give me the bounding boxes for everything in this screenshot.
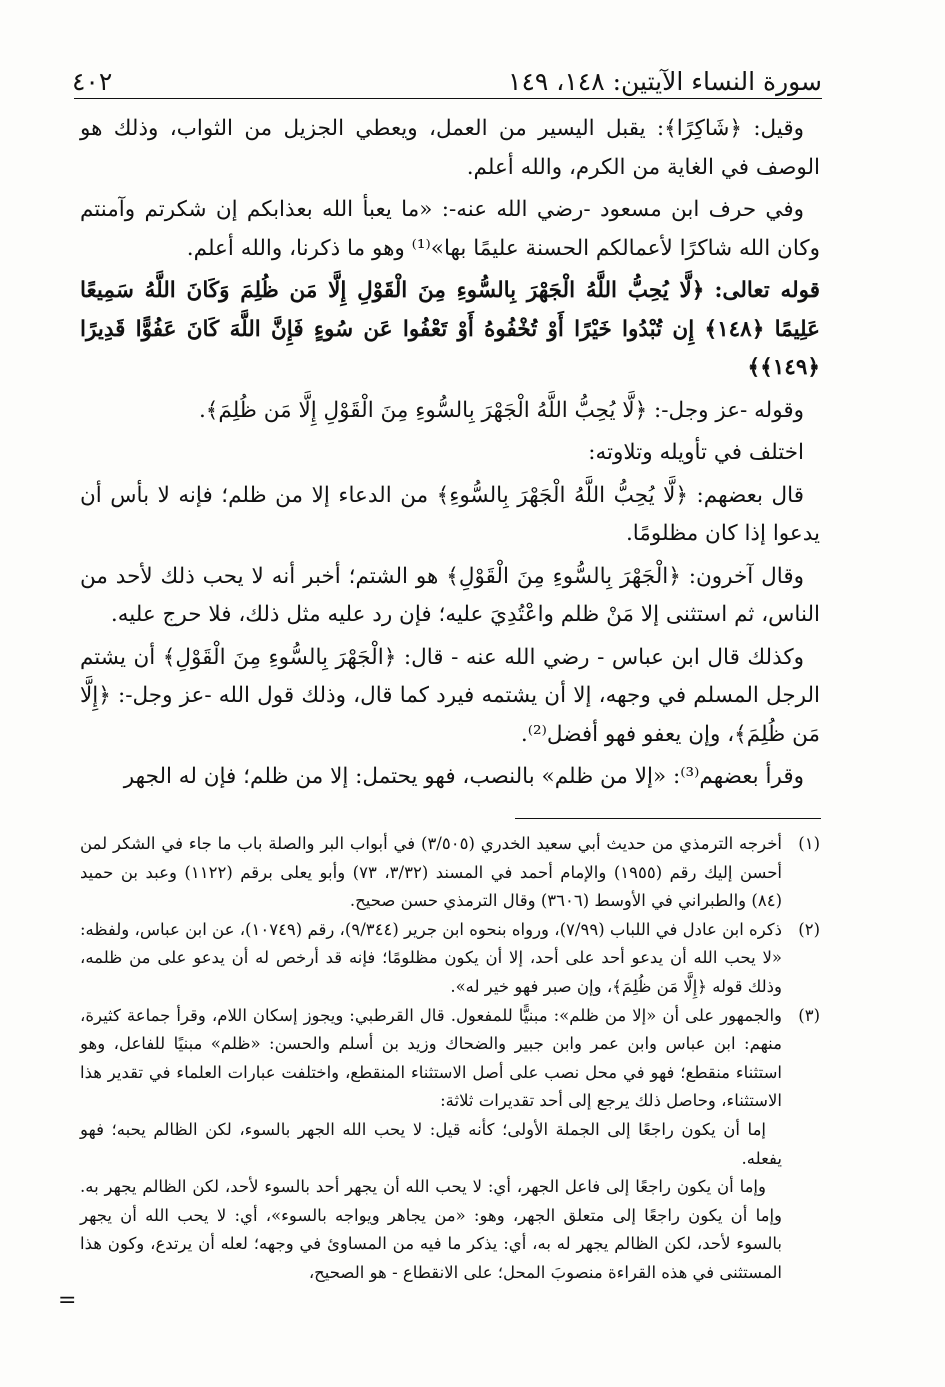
paragraph: اختلف في تأويله وتلاوته: [588,440,804,465]
footnote-number: (٣) [798,1005,820,1025]
verse-lead: قوله تعالى: [714,278,820,303]
footnote-number: (١) [798,834,820,853]
running-title: سورة النساء الآيتين: ١٤٨، ١٤٩ [508,67,822,96]
footnote-text: والجمهور على أن «إلا من ظلم»: مبنيًّا للمفعول. قال القرطبي: ويجوز إسكان اللام، وقرأ جماعة كثيرة، منهم: ابن عباس وابن عمر وابن جبير والضحاك وزيد بن أسلم والحسن: «ظلم» مبنيًا للفاعل، وهو استثناء منقطع؛ فهو في محل نصب على أصل الاستثناء المنقطع، واختلفت عبارات العلماء في تقدير هذا الاستثناء، وحاصل ذلك يرجع إلى أحد تقديرات ثلاثة: [80,1005,782,1111]
footnote-text: إما أن يكون راجعًا إلى الجملة الأولى؛ كأنه قيل: لا يحب الله الجهر بالسوء، لكن الظالم يحبه؛ فهو يفعله. [80,1119,782,1168]
footnote-text: وإما أن يكون راجعًا إلى فاعل الجهر، أي: لا يحب الله أن يجهر أحد بالسوء لأحد، لكن الظالم يجهر به. وإما أن يكون راجعًا إلى متعلق الجهر، وهو: «من يجاهر ويواجه بالسوء»، أي: لا يحب الله أن يجهر بالسوء لأحد، لكن الظالم يجهر له به، أي: يذكر ما فيه من المساوئ في وجهه؛ لعله أن يرتدع، وكون هذا المستثنى في هذه القراءة منصوبَ المحل؛ على الانقطاع - هو الصحيح، [80,1177,782,1282]
paragraph: وقال آخرون: ﴿الْجَهْرَ بِالسُّوءِ مِنَ الْقَوْلِ﴾ هو الشتم؛ أخبر أنه لا يحب ذلك لأحد من الناس، ثم استثنى إلا مَنْ ظلم واعْتُدِيَ عليه؛ فإن رد عليه مثل ذلك، فلا حرج عليه. [80,563,820,627]
running-header [72,56,822,96]
paragraph: وقرأ بعضهم⁽³⁾: «إلا من ظلم» بالنصب، فهو يحتمل: إلا من ظلم؛ فإن له الجهر [123,764,804,789]
quran-verse: ﴿لَّا يُحِبُّ اللَّهُ الْجَهْرَ بِالسُّوءِ مِنَ الْقَوْلِ إِلَّا مَن ظُلِمَ وَكَانَ اللَّهُ سَمِيعًا عَلِيمًا ﴿١٤٨﴾ إِن تُبْدُوا خَيْرًا أَوْ تُخْفُوهُ أَوْ تَعْفُوا عَن سُوءٍ فَإِنَّ اللَّهَ كَانَ عَفُوًّا قَدِيرًا ﴿١٤٩﴾﴾ [80,278,821,380]
footnote-text: أخرجه الترمذي من حديث أبي سعيد الخدري (٣/٥٠٥) في أبواب البر والصلة باب ما جاء في الشكر لمن أحسن إليك رقم (١٩٥٥) والإمام أحمد في المسند (٣/٣٢، ٧٣) وأبو يعلى برقم (١١٢٢) وعبد بن حميد (٨٤) والطبراني في الأوسط (٣٦٠٦) وقال الترمذي حسن صحيح. [80,834,782,911]
continuation-mark: = [58,1288,77,1313]
paragraph: وفي حرف ابن مسعود -رضي الله عنه-: «ما يعبأ الله بعذابكم إن شكرتم وآمنتم وكان الله شاكرًا لأعمالكم الحسنة عليمًا بها»⁽¹⁾ وهو ما ذكرنا، والله أعلم. [80,197,820,261]
paragraph: وقوله -عز وجل-: ﴿لَّا يُحِبُّ اللَّهُ الْجَهْرَ بِالسُّوءِ مِنَ الْقَوْلِ إِلَّا مَن ظُلِمَ﴾. [198,397,804,423]
footnote-number: (٢) [798,919,820,939]
footnote-text: ذكره ابن عادل في اللباب (٧/٩٩)، ورواه بنحوه ابن جرير (٩/٣٤٤)، رقم (١٠٧٤٩)، عن ابن عباس، ولفظه: «لا يحب الله أن يدعو أحد على أحد، إلا أن يكون مظلومًا؛ فإنه قد أرخص له أن يدعو على من ظلمه، وذلك قوله ﴿إِلَّا مَن ظُلِمَ﴾، وإن صبر فهو خير له». [79,919,782,996]
footnotes [80,830,820,1288]
page-number: ٤٠٢ [72,67,113,96]
footnote [80,916,820,1002]
main-text [80,110,820,801]
paragraph: وكذلك قال ابن عباس - رضي الله عنه - قال: ﴿الْجَهْرَ بِالسُّوءِ مِنَ الْقَوْلِ﴾ أن يشتم الرجل المسلم في وجهه، إلا أن يشتمه فيرد كما قال، وذلك قول الله -عز وجل-: ﴿إِلَّا مَن ظُلِمَ﴾، وإن يعفو فهو أفضل⁽²⁾. [80,644,820,747]
footnote-rule [515,818,821,819]
footnote [80,1002,820,1288]
header-rule [74,98,822,99]
paragraph: قال بعضهم: ﴿لَّا يُحِبُّ اللَّهُ الْجَهْرَ بِالسُّوءِ﴾ من الدعاء إلا من ظلم؛ فإنه لا بأس أن يدعوا إذا كان مظلومًا. [80,482,820,546]
footnote [80,830,820,916]
verse-paragraph [80,272,820,388]
paragraph: وقيل: ﴿شَاكِرًا﴾: يقبل اليسير من العمل، ويعطي الجزيل من الثواب، وذلك هو الوصف في الغاية من الكرم، والله أعلم. [80,116,820,180]
